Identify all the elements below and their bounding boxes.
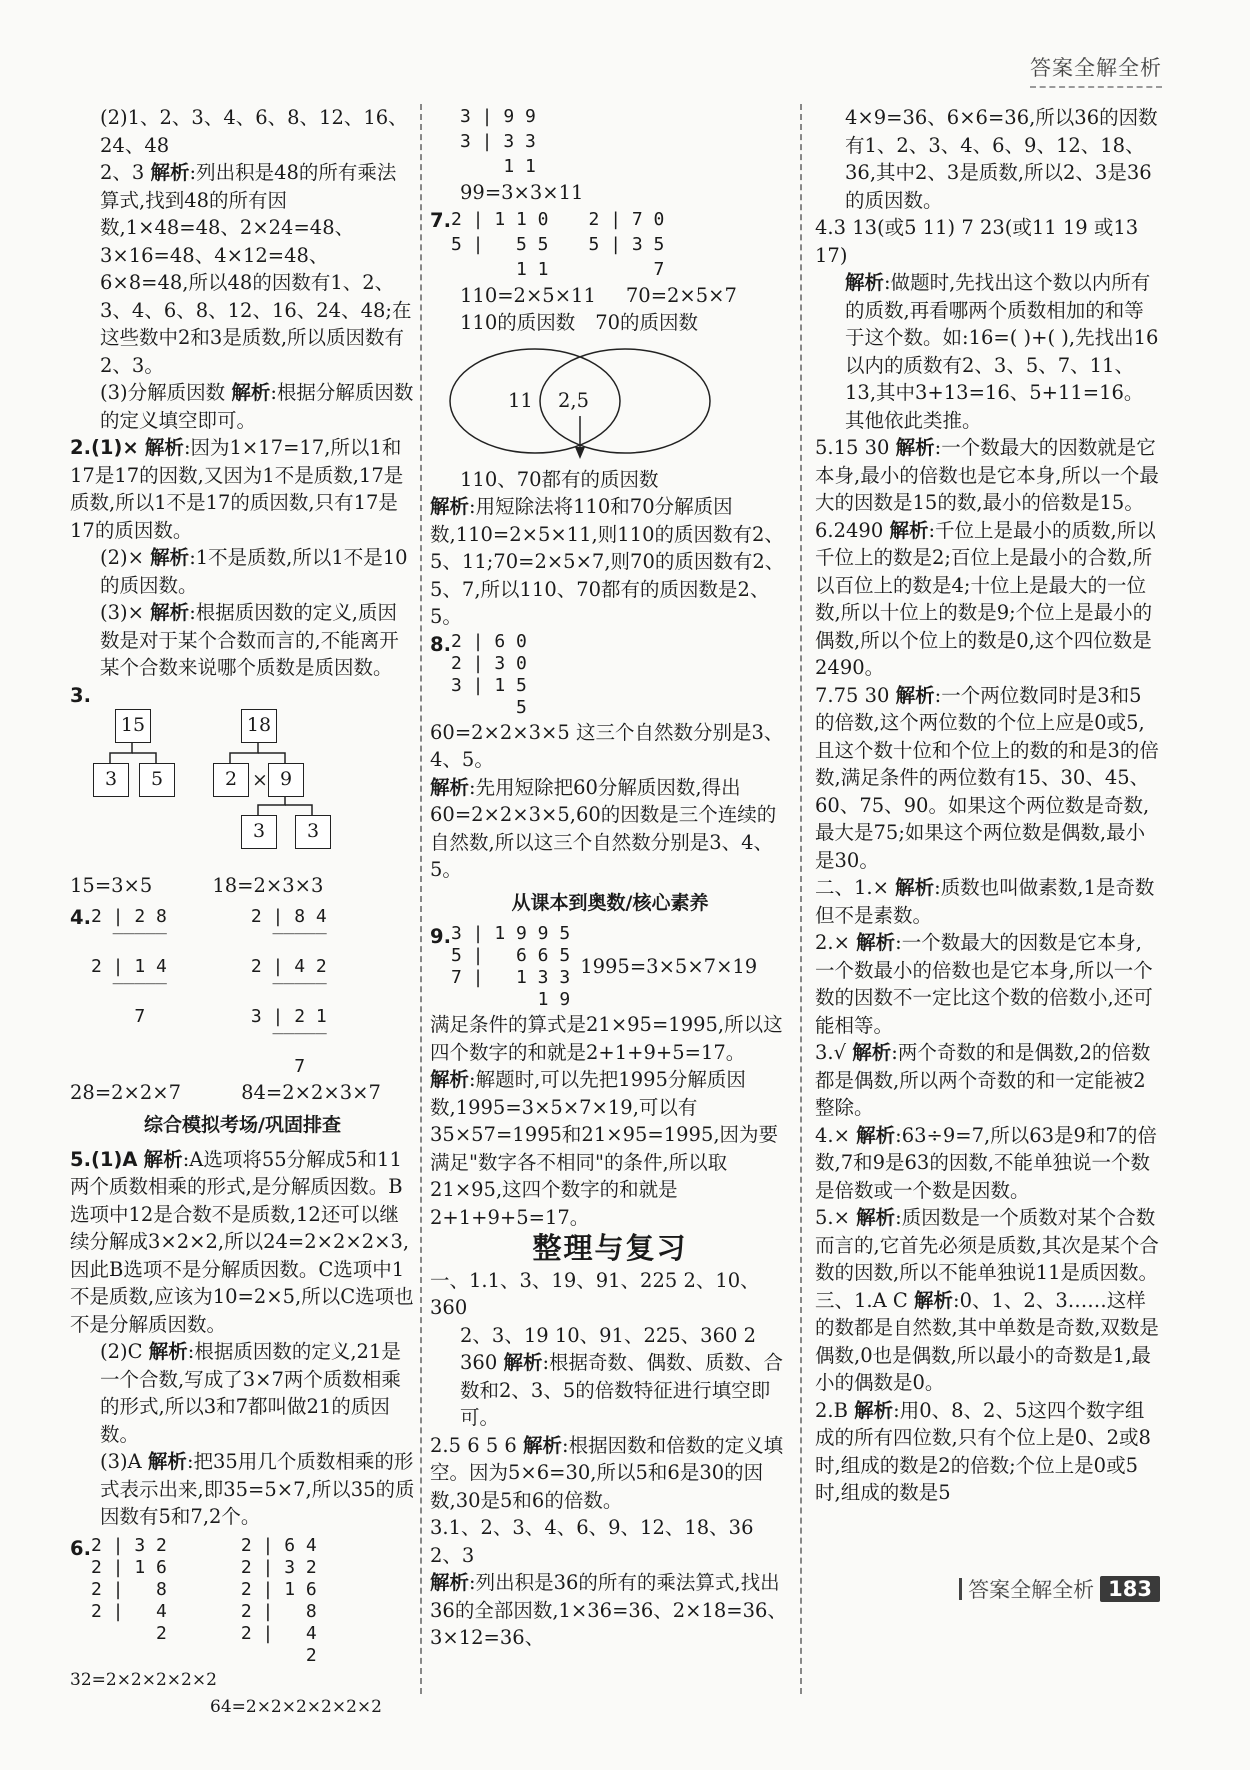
answer-text: (2)× <box>100 546 144 569</box>
column-1 <box>70 104 415 1722</box>
tree-box: 15 <box>115 709 151 743</box>
analysis-label: 解析 <box>845 271 885 294</box>
venn-circles <box>440 341 740 466</box>
analysis-label: 解析 <box>148 1340 188 1363</box>
analysis-label: 解析 <box>503 1351 543 1374</box>
analysis-label: 解析 <box>523 1433 563 1457</box>
answer-text: 60=2×2×3×5 这三个自然数分别是3、4、5。 <box>430 720 784 771</box>
column-divider-2 <box>800 104 802 1694</box>
analysis-text: :先用短除把60分解质因数,得出60=2×2×3×5,60的因数是三个连续的自然数,所以这三个自然数分别是3、4、5。 <box>430 775 777 881</box>
analysis-label: 解析 <box>144 436 184 459</box>
answer-text: 2、3、19 10、91、225、360 2 <box>460 1323 756 1347</box>
answer-text: 2.5 6 5 6 <box>430 1433 517 1457</box>
section-heading: 从课本到奥数/核心素养 <box>511 891 709 914</box>
equation: 18=2×3×3 <box>212 874 324 897</box>
tree-box: 18 <box>241 709 277 743</box>
page-footer <box>959 1574 1160 1604</box>
footer-label: 答案全解全析 <box>968 1578 1095 1602</box>
analysis-text: :列出积是36的所有的乘法算式,找出36的全部因数,1×36=36、2×18=36、3×12=36、 <box>430 1571 787 1649</box>
equation: 70=2×5×7 <box>625 283 737 307</box>
analysis-text: :一个两位数同时是3和5的倍数,这个两位数的个位上应是0或5,且这个数十位和个位上的数的和是3的倍数,满足条件的两位数有15、30、45、60、75、90。如果这个两位数是奇数,最大是75;如果这个两位数是偶数,最小是30。 <box>815 683 1159 872</box>
equation: 32=2×2×2×2×2 <box>70 1669 217 1690</box>
equation: 64=2×2×2×2×2×2 <box>210 1697 382 1717</box>
analysis-text: :63÷9=7,所以63是9和7的倍数,7和9是63的因数,不能单独说一个数是倍数或一个数是因数。 <box>815 1123 1157 1202</box>
equation: 28=2×2×7 <box>70 1080 182 1104</box>
answer-text: 6.2490 <box>815 518 884 542</box>
question-number: 8. <box>430 632 451 656</box>
page-number: 183 <box>1100 1576 1160 1602</box>
venn-caption: 110、70都有的质因数 <box>460 467 659 491</box>
analysis-label: 解析 <box>914 1288 954 1312</box>
analysis-label: 解析 <box>150 161 190 184</box>
analysis-label: 解析 <box>150 601 190 624</box>
tree-box: 3 <box>241 815 277 849</box>
analysis-text: :A选项将55分解成5和11两个质数相乘的形式,是分解质因数。B选项中12是合数不是质数,12还可以继续分解成3×2×2,所以24=2×2×2×3,因此B选项不是分解质因数。C选项中1不是质数,应该为10=2×5,所以C选项也不是分解质因数。 <box>70 1147 414 1336</box>
short-division: 2 | 3 2 2 | 1 6 2 | 8 2 | 4 2 <box>90 1534 167 1644</box>
tree-box: 3 <box>295 815 331 849</box>
analysis-text: :根据质因数的定义,21是一个合数,写成了3×7两个质数相乘的形式,所以3和7都叫做21的质因数。 <box>100 1340 401 1446</box>
venn-middle-value: 2,5 <box>558 388 590 412</box>
column-3 <box>815 104 1160 1507</box>
answer-text: 满足条件的算式是21×95=1995,所以这四个数字的和就是2+1+9+5=17。 <box>430 1013 783 1064</box>
short-division: 2 | 6 4 2 | 3 2 2 | 1 6 2 | 8 2 | 4 2 <box>240 1534 317 1666</box>
analysis-text: :质数也叫做素数,1是奇数但不是素数。 <box>815 876 1155 927</box>
answer-text: 3.1、2、3、4、6、9、12、18、36 2、3 <box>430 1516 754 1567</box>
analysis-text: 4×9=36、6×6=36,所以36的因数有1、2、3、4、6、9、12、18、36,其中2、3是质数,所以2、3是36的质因数。 <box>845 106 1158 212</box>
question-number: 5.(1)A <box>70 1147 138 1171</box>
answer-text: 2、3 <box>100 161 145 184</box>
analysis-label: 解析 <box>430 495 470 518</box>
answer-text: (3)A <box>100 1450 142 1473</box>
answer-text: (2)C <box>100 1340 143 1363</box>
short-division: 2 | 7 0 5 | 3 5 7 <box>588 208 665 280</box>
short-division: 3 | 9 9 3 | 3 3 1 1 <box>460 106 536 177</box>
analysis-label: 解析 <box>895 436 935 459</box>
analysis-text: :把35用几个质数相乘的形式表示出来,即35=5×7,所以35的质因数有5和7,2个。 <box>100 1450 415 1528</box>
analysis-text: :质因数是一个质数对某个合数而言的,它首先必须是质数,其次是某个合数的因数,所以不能单独说11是质因数。 <box>815 1206 1159 1284</box>
analysis-text: :一个数最大的因数是它本身,一个数最小的倍数也是它本身,所以一个数的因数不一定比这个数的倍数小,还可能相等。 <box>815 931 1153 1037</box>
equation: 110=2×5×11 <box>460 283 596 307</box>
analysis-label: 解析 <box>854 1398 894 1422</box>
analysis-label: 解析 <box>430 1571 470 1594</box>
analysis-text: :做题时,先找出这个数以内所有的质数,再看哪两个质数相加的和等于这个数。如:16=( )+( ),先找出16以内的质数有2、3、5、7、11、13,其中3+13=16、5+11=16。其他依此类推。 <box>845 271 1159 432</box>
factor-trees <box>70 713 415 868</box>
analysis-label: 解析 <box>856 931 896 954</box>
analysis-label: 解析 <box>856 1206 896 1229</box>
equation: 15=3×5 <box>70 874 153 897</box>
venn-label: 110的质因数 <box>460 311 576 334</box>
analysis-text: :根据质因数的定义,质因数是对于某个合数而言的,不能离开某个合数来说哪个质数是质因数。 <box>100 601 399 679</box>
analysis-text: :用0、8、2、5这四个数字组成的所有四位数,只有个位上是0、2或8时,组成的数是2的倍数;个位上是0或5时,组成的数是5 <box>815 1398 1151 1504</box>
question-number: 3. <box>70 683 91 707</box>
answer-text: 5.× <box>815 1206 850 1229</box>
analysis-text: :根据因数和倍数的定义填空。因为5×6=30,所以5和6是30的因数,30是5和6的倍数。 <box>430 1433 784 1512</box>
answer-text: 一、1.1、3、19、91、225 2、10、360 <box>430 1268 760 1319</box>
analysis-text: :两个奇数的和是偶数,2的倍数都是偶数,所以两个奇数的和一定能被2整除。 <box>815 1041 1151 1119</box>
venn-left-value: 11 <box>508 388 533 412</box>
tree-box: 2 <box>213 763 249 797</box>
short-division: 2 | 1 1 0 5 | 5 5 1 1 <box>450 208 549 280</box>
tree-box: 9 <box>268 763 304 797</box>
analysis-text: :根据分解质因数的定义填空即可。 <box>100 381 414 432</box>
answer-text: 4.× <box>815 1123 850 1147</box>
answer-text: 2.B <box>815 1398 848 1422</box>
analysis-label: 解析 <box>231 381 271 404</box>
answer-text: 7.75 30 <box>815 683 890 707</box>
answer-text: 3.√ <box>815 1041 847 1064</box>
question-number: 7. <box>430 208 451 232</box>
answer-text: 三、1.A C <box>815 1288 908 1312</box>
question-number: 4. <box>70 905 91 929</box>
tree-box: 5 <box>139 763 175 797</box>
analysis-label: 解析 <box>856 1123 896 1147</box>
page-header: 答案全解全析 <box>1030 52 1162 88</box>
short-division: 2 | 6 0 2 | 3 0 3 | 1 5 5 <box>450 630 527 718</box>
analysis-label: 解析 <box>147 1450 187 1473</box>
tree-box: 3 <box>93 763 129 797</box>
equation: 84=2×2×3×7 <box>241 1080 381 1104</box>
column-2 <box>430 104 790 1652</box>
analysis-label: 解析 <box>430 1068 470 1091</box>
analysis-text: :1不是质数,所以1不是10的质因数。 <box>100 546 408 597</box>
analysis-label: 解析 <box>430 775 470 799</box>
analysis-label: 解析 <box>889 518 929 542</box>
question-number: 9. <box>430 925 451 948</box>
analysis-label: 解析 <box>895 683 935 707</box>
analysis-text: :根据奇数、偶数、质数、合数和2、3、5的倍数特征进行填空即可。 <box>460 1351 784 1429</box>
chapter-title: 整理与复习 <box>532 1231 688 1265</box>
analysis-text: :一个数最大的因数就是它本身,最小的倍数也是它本身,所以一个最大的因数是15的数,最小的倍数是15。 <box>815 436 1159 514</box>
answer-text: (3)分解质因数 <box>100 381 226 404</box>
analysis-text: :0、1、2、3……这样的数都是自然数,其中单数是奇数,双数是偶数,0也是偶数,所以最小的奇数是1,最小的偶数是0。 <box>815 1288 1159 1394</box>
venn-diagram <box>430 341 790 466</box>
analysis-text: :因为1×17=17,所以1和17是17的因数,又因为1不是质数,17是质数,所以1不是17的质因数,只有17是17的质因数。 <box>70 436 404 542</box>
venn-label: 70的质因数 <box>595 311 699 334</box>
analysis-label: 解析 <box>150 546 190 569</box>
equation: 1995=3×5×7×19 <box>580 955 758 979</box>
question-number: 6. <box>70 1536 91 1560</box>
answer-text: 4.3 13(或5 11) 7 23(或11 19 或13 17) <box>815 216 1139 267</box>
analysis-text: :用短除法将110和70分解质因数,110=2×5×11,则110的质因数有2、5、11;70=2×5×7,则70的质因数有2、5、7,所以110、70都有的质因数是2、5。 <box>430 495 785 628</box>
short-division: 3 | 1 9 9 5 5 | 6 6 5 7 | 1 3 3 1 9 <box>450 923 571 1010</box>
answer-text: 5.15 30 <box>815 436 890 459</box>
answer-text: 360 <box>460 1351 498 1374</box>
analysis-label: 解析 <box>143 1147 183 1171</box>
analysis-text: :千位上是最小的质数,所以千位上的数是2;百位上是最小的合数,所以百位上的数是4;十位上是最大的一位数,所以十位上的数是9;个位上是最小的偶数,所以个位上的数是0,这个四位数是2490。 <box>815 518 1156 679</box>
section-heading: 综合模拟考场/巩固排查 <box>144 1114 341 1136</box>
footer-bar <box>959 1578 962 1600</box>
analysis-text: :解题时,可以先把1995分解质因数,1995=3×5×7×19,可以有35×57=1995和21×95=1995,因为要满足"数字各不相同"的条件,所以取21×95,这四个数字的和就是2+1+9+5=17。 <box>430 1068 779 1229</box>
answer-text: 二、1.× <box>815 876 889 899</box>
answer-text: 2.× <box>815 931 850 954</box>
answer-text: (2)1、2、3、4、6、8、12、16、24、48 <box>100 106 408 157</box>
multiply-sign: × <box>252 769 268 791</box>
answer-text: (3)× <box>100 601 144 624</box>
question-number: 2.(1)× <box>70 436 139 459</box>
equation: 99=3×3×11 <box>460 181 584 204</box>
analysis-text: :列出积是48的所有乘法算式,找到48的所有因数,1×48=48、2×24=48、3×16=48、4×12=48、6×8=48,所以48的因数有1、2、3、4、6、8、12、16、24、48;在这些数中2和3是质数,所以质因数有2、3。 <box>100 161 412 377</box>
column-divider-1 <box>420 104 422 1694</box>
analysis-label: 解析 <box>895 876 935 899</box>
analysis-label: 解析 <box>852 1041 892 1064</box>
short-division: 2 | 8 4 ‾‾‾‾‾ 2 | 4 2 ‾‾‾‾‾ 3 | 2 1 ‾‾‾‾‾ 7 <box>250 905 327 1077</box>
short-division: 2 | 2 8 ‾‾‾‾‾ 2 | 1 4 ‾‾‾‾‾ 7 <box>90 905 167 1027</box>
